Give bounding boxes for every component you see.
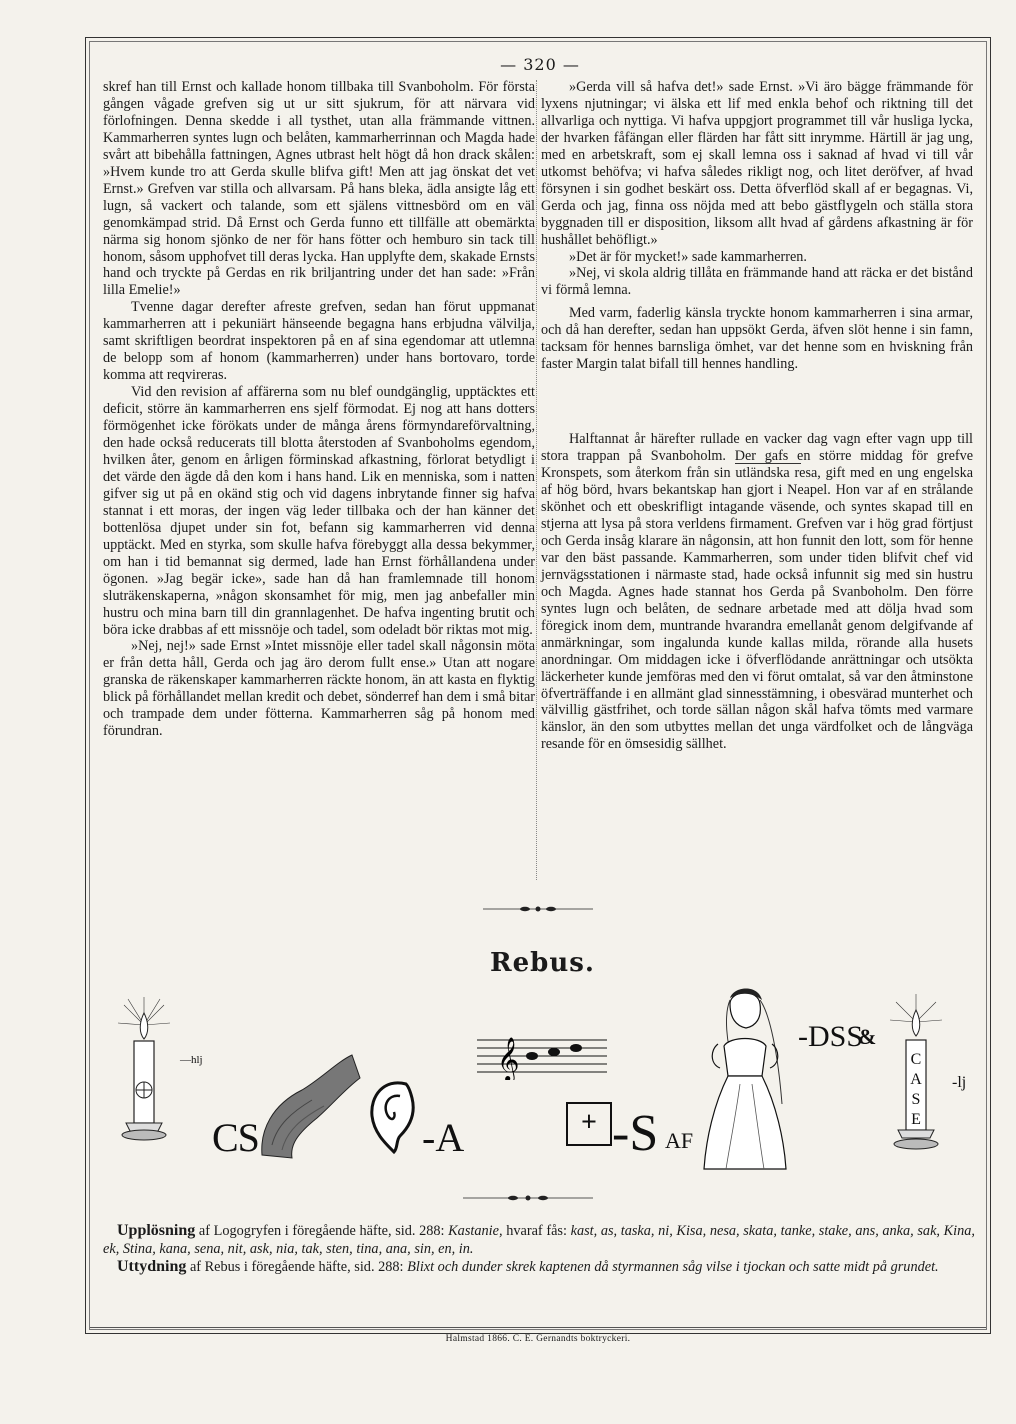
interpretation-heading: Uttydning (117, 1258, 187, 1275)
music-staff-icon (477, 1030, 607, 1080)
left-paragraph-3: Vid den revision af affärerna som nu blef oundgänglig, upptäcktes ett deficit, större än kammarherren ens sjelf förmodat. Ej nog att hans dotters förmögenhet icke förökats under de många årens förmyndareförvaltning, den hade också reducerats till blotta återstoden af Svanboholms egendom, hvilken åter, genom en årligen förminskad afkastning, förlorat betydligt i det värde den ägde då den kom i hans hand. Lik en menniska, som i natten gifver sig ut på en okänd stig och vid dagens inbrytande finner sig hafva stannat i ett moras, der ingen väg leder tillbaka och der han känner det bottenlösa djupet under sin fot, befann sig kammarherren vid denna upptäckt. Med en styrka, som skulle hafva förebyggt alla dessa bekymmer, om han i tid bemannat sig dermed, lade han Ernst förhållandena under ögonen. »Jag begär icke», sade han då han framlemnade till honom sluträkenskaperna, »någon skonsamhet för mig, men jag anbefaller min hustru och mina barn till din grannlagenhet. De hafva ingenting brutit och böra icke drabbas af ett missnöje och tadel, som odeladt bör riktas mot mig. (103, 384, 535, 638)
column-separator (536, 80, 537, 880)
rebus-label-dss: -DSS (798, 1020, 864, 1053)
candle-letter-1: C (910, 1051, 922, 1068)
rebus-label-a: -A (422, 1115, 465, 1160)
left-paragraph-1: skref han till Ernst och kallade honom tillbaka till Svanboholm. För första gången vågade grefven sig ut ur sitt sjukrum, för att närvara vid förlofningen. Denna skedde i all tysthet, utan alla främmande vittnen. Kammarherren syntes lugn och belåten, kammarherrinnan och Magda hade svårt att bibehålla fattningen, Agnes utbrast helt högt då hon drack skålen: »Hvem kunde tro att Gerda skulle blifva gift! Men att jag önskat det vet Ernst.» Grefven var stilla och allvarsam. På hans bleka, ädla ansigte låg ett lugn, så vackert och talande, som ett själens vittnesbörd om en väl genomkämpad strid. Då Ernst och Gerda funno ett tillfälle att obemärkta närma sig honom sjönko de ner för hans fötter och hemburo sin tack till honom, såsom upphofvet till deras lycka. Han upplyfte dem, skakade Ernsts hand och tryckte på Gerdas en rik briljantring under det han sade: »Från lilla Emelie!» (103, 79, 535, 299)
footer-rule (90, 1327, 986, 1328)
left-paragraph-2: Tvenne dagar derefter afreste grefven, sedan han förut uppmanat kammarherren att i pekuniärt hänseende begagna hans erbjudna välvilja, samt skriftligen beordrat inspektoren på en af sina egendomar att utlemna de belopp som af honom (kammarherren) under hans bortovaro, torde komma att reqvireras. (103, 299, 535, 384)
page-number: — 320 — (500, 55, 580, 74)
candle-letter-4: E (911, 1111, 921, 1128)
rebus-label-hlj: —hlj (180, 1054, 203, 1066)
section-divider-rule (735, 463, 801, 464)
printer-imprint: Halmstad 1866. C. E. Gernandts boktryckeri. (445, 1334, 631, 1344)
candle-icon (114, 995, 174, 1155)
right-column (541, 79, 973, 753)
rebus-puzzle (100, 990, 980, 1180)
right-paragraph-1: »Gerda vill så hafva det!» sade Ernst. »Vi äro bägge främmande för lyxens njutningar; vi älska ett lif med enkla behof och riktning till det allvarliga och nyttiga. Vi hafva uppgjort programmet till vår husliga lycka, der hvarken fåfängan eller flärden har fått sitt inrymme. Härtill är jag ung, med en arbetskraft, som ej skall lemna oss i saknad af hvad vi till vår utkomst behöfva; vi hafva således rikligt nog, och litet deröfver, af hvad försynen i sin godhet beskärt oss. Detta öfverflöd skall af er begagnas. Vi, Gerda och jag, finna oss nöjda med att bebo gästflygeln och ställa stora byggnaden till er disposition, liksom allt hvad af gårdens afkastning är för hushållet behöfligt.» (541, 79, 973, 248)
rebus-label-af: AF (665, 1128, 694, 1153)
solution-heading: Upplösning (117, 1222, 196, 1239)
right-paragraph-4: Med varm, faderlig känsla tryckte honom kammarherren i sina armar, och då han derefter, sedan han uppsökt Gerda, äfven slöt henne i sin famn, tacksam för hennes barnsliga ömhet, var det henne som en hviskning från faster Margin talat bifall till hennes handling. (541, 305, 973, 373)
ornament-divider-top (483, 906, 593, 912)
rebus-label-s: -S (612, 1105, 659, 1162)
interpretation-paragraph (103, 1258, 975, 1276)
solution-words: kast, as, taska, ni, Kisa, nesa, skata, tanke, stake, ans, anka, sak, Kina, ek, Stina, kana, sena, nit, ask, nia, tak, sten, tina, ana, sin, en, in. (103, 1223, 976, 1257)
solution-intro: af Logogryfen i föregående häfte, sid. 288: (198, 1223, 445, 1239)
woman-figure-icon (700, 984, 790, 1174)
rebus-title: Rebus. (490, 948, 595, 978)
ornament-divider-bottom (463, 1195, 593, 1201)
interpretation-intro: af Rebus i föregående häfte, sid. 288: (189, 1259, 404, 1275)
arm-icon (252, 1050, 362, 1160)
rebus-label-cs: CS (212, 1115, 259, 1160)
rebus-plus-box: + (566, 1102, 612, 1146)
solution-paragraph (103, 1222, 975, 1258)
rebus-label-lj: -lj (952, 1074, 967, 1091)
left-paragraph-4: »Nej, nej!» sade Ernst »Intet missnöje eller tadel skall någonsin möta er från detta håll, Gerda och jag äro derom fullt ense.» Utan att nogare granska de räkenskaper kammarherren räckte honom, än att kasta en flyktig blick på förhållandet mellan kredit och debet, sönderref han dem i små bitar och trampade dem under fötterna. Kammarherren såg på honom med förundran. (103, 638, 535, 740)
ear-icon (366, 1078, 418, 1156)
right-paragraph-3: »Nej, vi skola aldrig tillåta en främmande hand att räcka er det bistånd vi förmå lemna. (541, 265, 973, 299)
candle-letter-2: A (910, 1071, 922, 1088)
solution-word: Kastanie, (448, 1223, 503, 1239)
right-paragraph-2: »Det är för mycket!» sade kammarherren. (569, 248, 807, 265)
candle-letter-3: S (911, 1091, 921, 1108)
solution-mid: hvaraf fås: (506, 1223, 567, 1239)
interpretation-text: Blixt och dunder skrek kaptenen då styrmannen såg vilse i tjockan och satte midt på grundet. (407, 1259, 939, 1275)
answers-section (103, 1222, 975, 1276)
rebus-label-amp: & (858, 1024, 877, 1049)
left-column (103, 79, 535, 740)
svg-text:𝄞: 𝄞 (497, 1037, 520, 1080)
right-paragraph-5: Halftannat år härefter rullade en vacker dag vagn efter vagn upp till stora trappan på Svanboholm. Der gafs en större middag för grefve Kronspets, som återkom från sin utländska resa, gift med en ung engelska af hög börd, hvars bekantskap han gjort i Neapel. Hon var af en strålande skönhet och ett obeskrifligt intagande väsende, och syntes skapad till en stjerna att lysa på stora verldens firmament. Grefven var i hög grad förtjust och Gerda insåg klarare än någonsin, att hon funnit den lott, som för henne var den bäst passande. Kammarherren, som under tiden blifvit chef vid jernvägsstationen i närmaste stad, hade också infunnit sig med sin hustru och Magda. Agnes hade stannat hos Gerda på Svanboholm. Den förre syntes lugn och belåten, de sednare arbetade med att dölja hvad som föregick inom dem, muntrande hvarandra emellanåt genom delgifvande af anmärkningar, som ingalunda kunde kallas milda, rörande alla husets anordningar. Om middagen icke i öfverflödande anrättningar och utsökta läckerheter kunde jemföras med den vi förut omtalat, så var den åtminstone öfverträffande i en allmänt glad sinnesstämning, i obesvärad munterhet och välvillig gästfrihet, och torde sällan någon skål hafva tömts med varmare känslor, än den som utbyttes mellan det unga värdfolket och de långväga resande för en ömsesidig sällhet. (541, 431, 973, 753)
